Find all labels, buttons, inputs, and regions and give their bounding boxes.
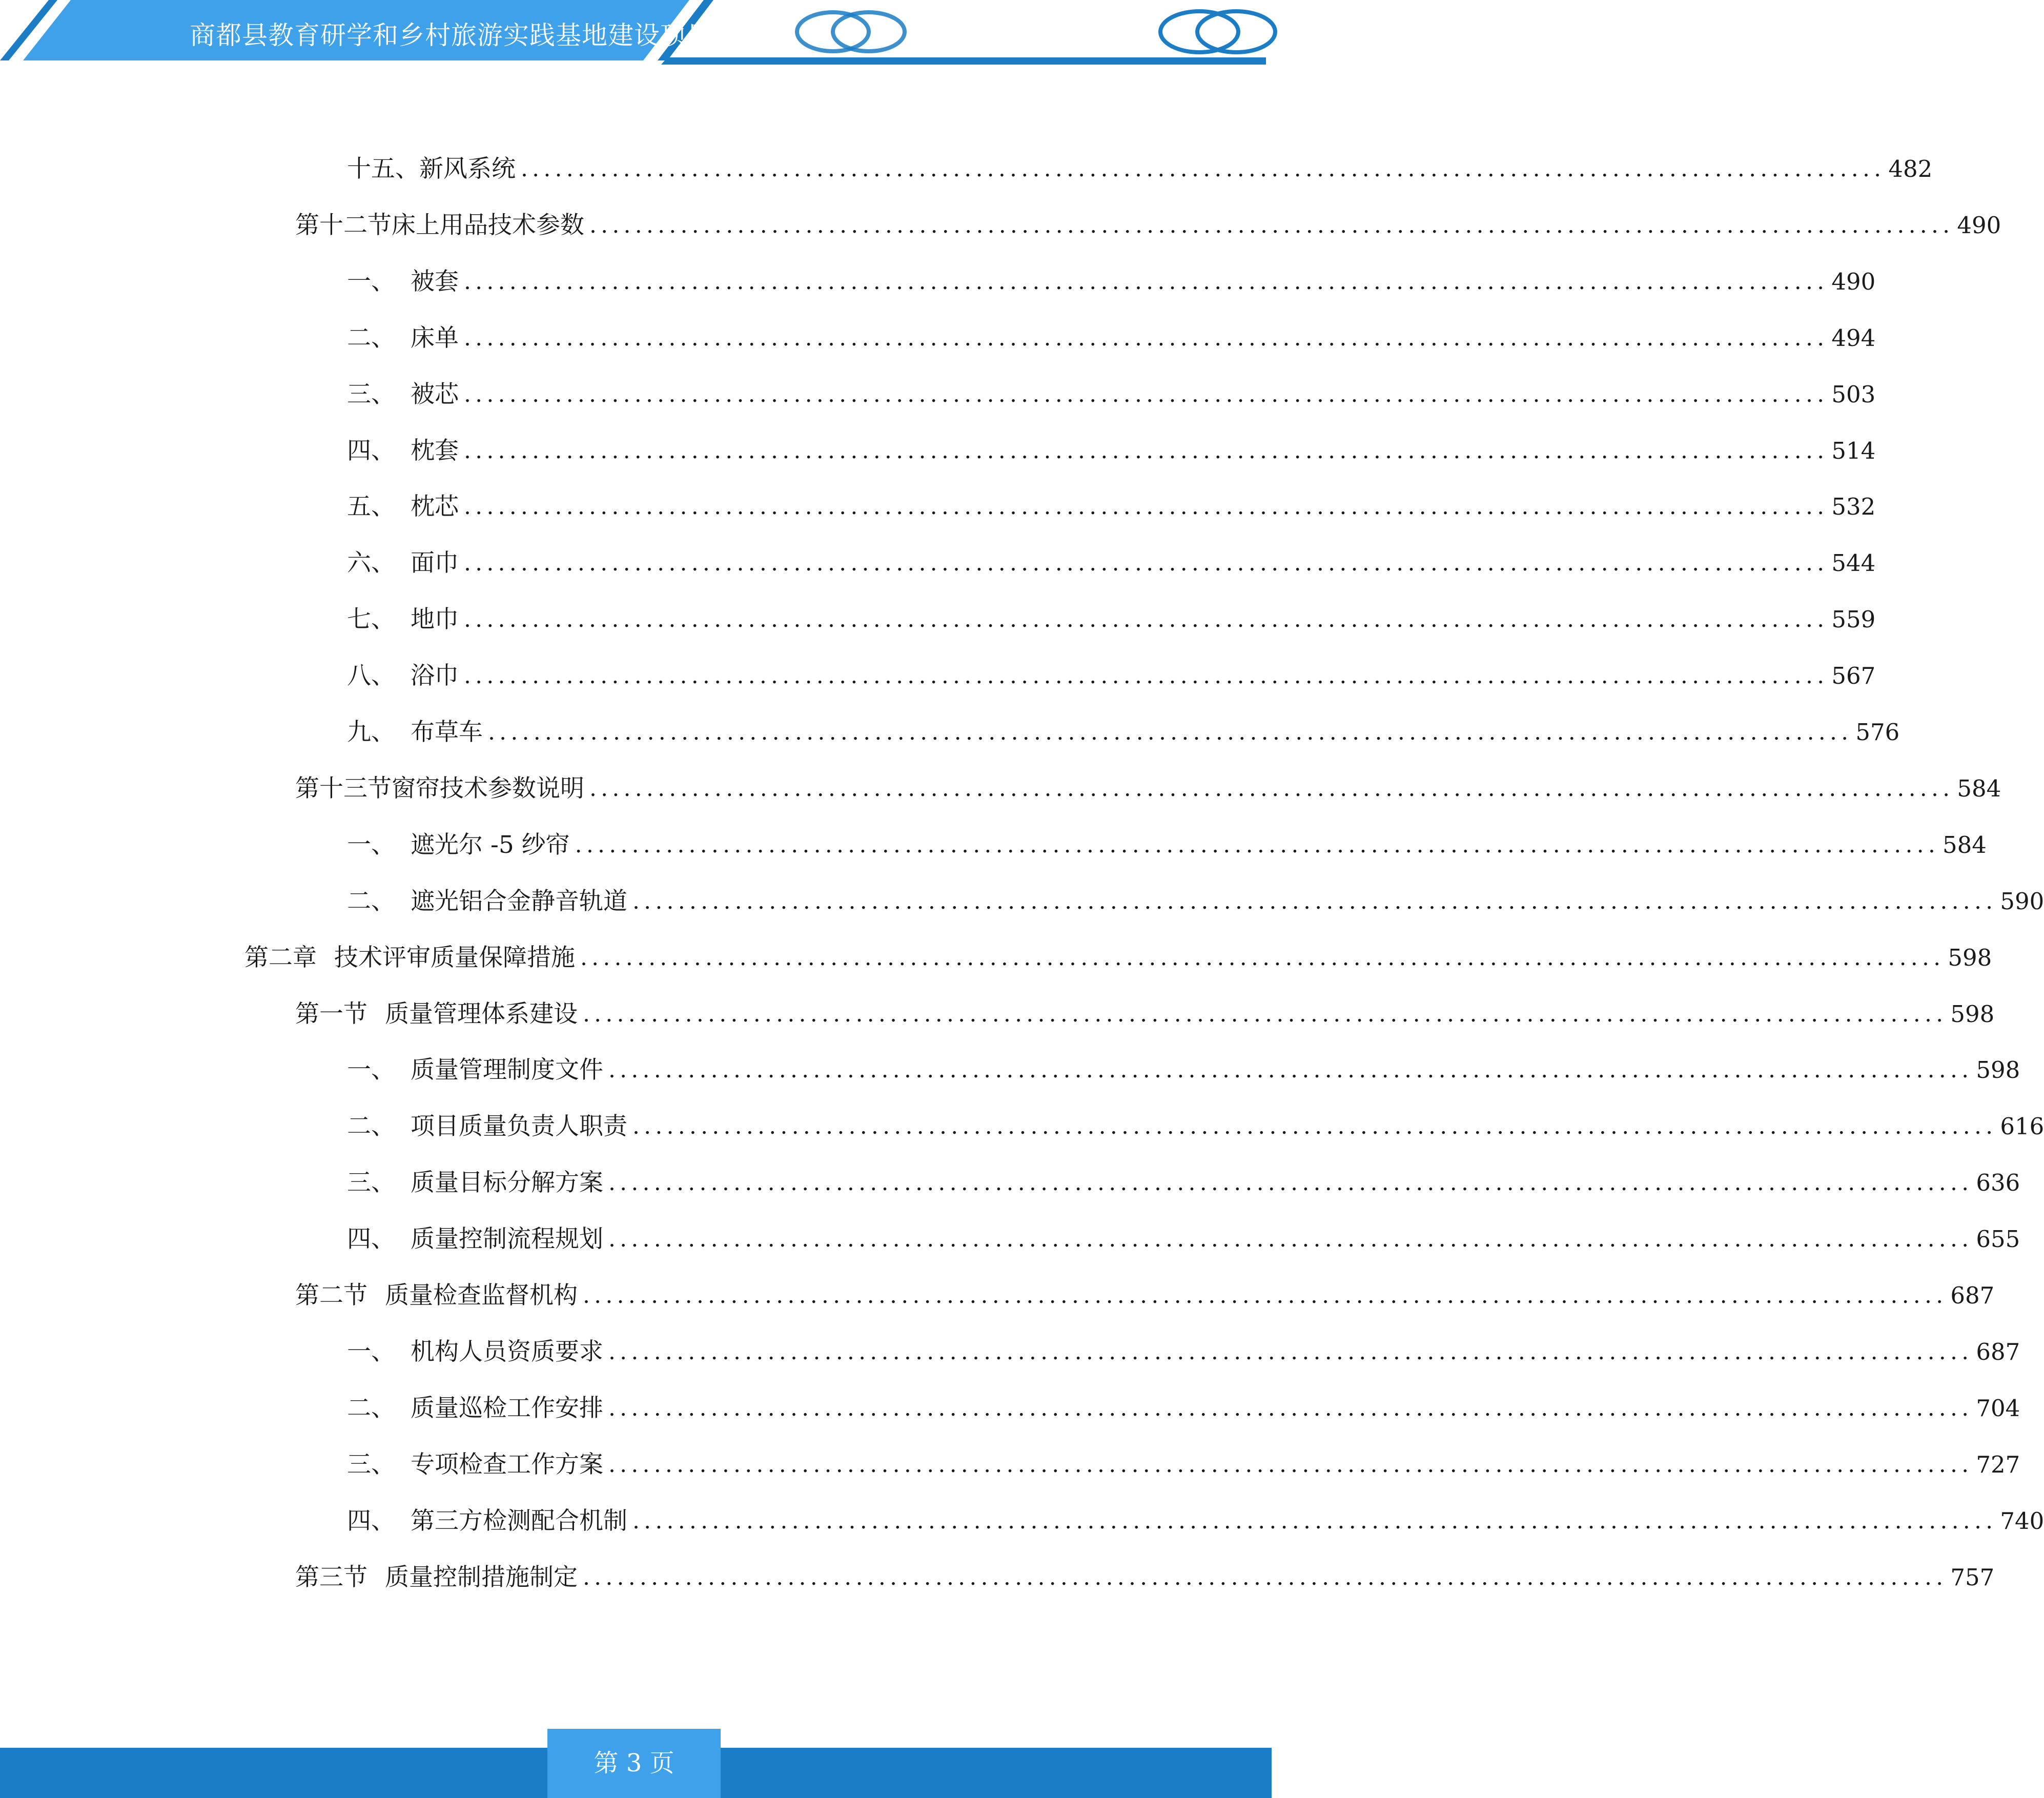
toc-entry-text: 质量控制流程规划 <box>411 1225 603 1253</box>
toc-entry-page: 590 <box>2000 888 2044 915</box>
toc-entry-page: 503 <box>1831 381 1876 408</box>
toc-leader-dots: ........................................................................................................................ <box>521 156 1886 182</box>
toc-entry-page: 598 <box>1976 1056 2020 1084</box>
toc-entry-title <box>347 149 516 190</box>
toc-entry-page: 584 <box>1957 775 2001 802</box>
toc-entry-text: 质量目标分解方案 <box>411 1169 603 1197</box>
toc-entry[interactable] <box>347 374 1876 415</box>
toc-entry[interactable] <box>347 486 1876 527</box>
toc-entry[interactable] <box>347 656 1876 697</box>
toc-entry-title <box>347 1388 603 1429</box>
toc-leader-dots: ........................................................................................................................ <box>575 832 1940 858</box>
toc-leader-dots: ........................................................................................................................ <box>583 1001 1948 1027</box>
toc-entry-title <box>347 881 627 922</box>
toc-leader-dots: ........................................................................................................................ <box>608 1339 1973 1365</box>
toc-leader-dots: ........................................................................................................................ <box>464 381 1829 407</box>
toc-leader-dots: ........................................................................................................................ <box>608 1226 1973 1252</box>
toc-entry[interactable] <box>295 205 2001 246</box>
toc-entry-page: 490 <box>1957 212 2001 239</box>
toc-entry-title <box>347 1219 603 1260</box>
toc-entry[interactable] <box>347 825 1987 866</box>
toc-entry-title <box>347 1332 603 1373</box>
toc-entry[interactable] <box>347 1444 2020 1485</box>
toc-entry-title <box>347 1050 603 1091</box>
toc-entry-page: 494 <box>1831 324 1876 352</box>
toc-entry-page: 636 <box>1976 1169 2020 1196</box>
toc-entry-text: 遮光铝合金静音轨道 <box>411 887 627 915</box>
toc-entry-page: 687 <box>1950 1282 1995 1309</box>
toc-entry-text: 浴巾 <box>411 662 459 690</box>
toc-entry-text: 床单 <box>411 324 459 352</box>
toc-entry-text: 质量巡检工作安排 <box>411 1394 603 1422</box>
toc-entry-page: 757 <box>1950 1564 1995 1591</box>
toc-entry-number: 一、 <box>347 1338 395 1366</box>
toc-entry-number: 八、 <box>347 662 395 690</box>
toc-entry[interactable] <box>347 318 1876 359</box>
toc-entry-page: 740 <box>2000 1507 2044 1535</box>
toc-leader-dots: ........................................................................................................................ <box>632 1113 1997 1139</box>
toc-entry-title <box>295 768 584 809</box>
toc-entry-page: 598 <box>1950 1000 1995 1028</box>
toc-entry[interactable] <box>347 1162 2020 1203</box>
toc-entry-title <box>347 599 459 640</box>
toc-entry-text: 遮光尔 -5 纱帘 <box>411 831 570 859</box>
toc-entry-title <box>347 1162 603 1203</box>
toc-entry[interactable] <box>295 768 2001 809</box>
toc-entry-page: 727 <box>1976 1451 2020 1478</box>
toc-entry-page: 584 <box>1943 831 1987 859</box>
toc-entry-text: 质量控制措施制定 <box>385 1563 578 1591</box>
toc-entry-text: 窗帘技术参数说明 <box>392 774 584 803</box>
toc-entry-page: 514 <box>1831 437 1876 464</box>
toc-entry-title <box>347 318 459 359</box>
toc-entry-text: 质量管理体系建设 <box>385 1000 578 1028</box>
toc-entry-page: 704 <box>1976 1395 2020 1422</box>
toc-leader-dots: ........................................................................................................................ <box>464 550 1829 576</box>
toc-entry-page: 490 <box>1831 268 1876 295</box>
header-rule <box>661 57 1266 65</box>
toc-entry[interactable] <box>347 1219 2020 1260</box>
toc-entry-title <box>347 431 459 472</box>
toc-leader-dots: ........................................................................................................................ <box>464 663 1829 689</box>
toc-entry-title <box>295 994 578 1035</box>
toc-entry-page: 482 <box>1888 155 1933 182</box>
toc-entry-text: 枕芯 <box>411 493 459 521</box>
toc-entry-number: 第二节 <box>295 1281 367 1310</box>
toc-entry-number: 四、 <box>347 1225 395 1253</box>
toc-entry-text: 面巾 <box>411 549 459 577</box>
toc-entry-page: 532 <box>1831 493 1876 520</box>
toc-entry-number: 四、 <box>347 437 395 465</box>
toc-entry-title <box>244 937 575 978</box>
toc-entry-number: 七、 <box>347 605 395 634</box>
toc-entry-text: 被芯 <box>411 380 459 408</box>
toc-leader-dots: ........................................................................................................................ <box>608 1452 1973 1478</box>
toc-entry[interactable] <box>347 599 1876 640</box>
toc-entry-number: 三、 <box>347 1450 395 1479</box>
toc-entry[interactable] <box>295 1275 1995 1316</box>
toc-entry-number: 一、 <box>347 831 395 859</box>
toc-entry-number: 九、 <box>347 718 395 746</box>
toc-leader-dots: ........................................................................................................................ <box>608 1395 1973 1421</box>
toc-entry-page: 616 <box>2000 1113 2044 1140</box>
toc-entry-number: 二、 <box>347 324 395 352</box>
toc-entry-title <box>347 261 459 302</box>
toc-entry-text: 布草车 <box>411 718 483 746</box>
toc-entry-title <box>347 543 459 584</box>
toc-entry[interactable] <box>347 1106 2044 1147</box>
toc-entry-text: 专项检查工作方案 <box>411 1450 603 1479</box>
toc-entry[interactable] <box>347 712 1900 753</box>
toc-entry[interactable] <box>347 1388 2020 1429</box>
toc-entry-number: 三、 <box>347 1169 395 1197</box>
toc-entry-page: 576 <box>1855 719 1900 746</box>
toc-entry-text: 质量检查监督机构 <box>385 1281 578 1310</box>
toc-entry[interactable] <box>347 1050 2020 1091</box>
toc-leader-dots: ........................................................................................................................ <box>608 1057 1973 1083</box>
toc-entry-text: 新风系统 <box>419 155 516 183</box>
toc-entry[interactable] <box>347 1501 2044 1542</box>
toc-leader-dots: ........................................................................................................................ <box>608 1170 1973 1196</box>
toc-entry[interactable] <box>295 994 1995 1035</box>
toc-leader-dots: ........................................................................................................................ <box>464 606 1829 632</box>
toc-entry-title <box>347 712 483 753</box>
toc-entry-number: 二、 <box>347 887 395 915</box>
toc-leader-dots: ........................................................................................................................ <box>589 212 1954 238</box>
toc-entry-text: 技术评审质量保障措施 <box>334 944 575 972</box>
toc-leader-dots: ........................................................................................................................ <box>632 888 1997 914</box>
toc-entry-title <box>347 1106 627 1147</box>
toc-entry-text: 被套 <box>411 268 459 296</box>
toc-entry-number: 三、 <box>347 380 395 408</box>
toc-entry-title <box>347 656 459 697</box>
toc-leader-dots: ........................................................................................................................ <box>583 1282 1948 1309</box>
toc-entry-page: 544 <box>1831 549 1876 577</box>
page-header <box>0 0 1272 67</box>
toc-entry-text: 床上用品技术参数 <box>392 211 584 239</box>
toc-entry-title <box>347 825 570 866</box>
toc-entry[interactable] <box>347 431 1876 472</box>
toc-entry[interactable] <box>347 543 1876 584</box>
toc-entry-text: 第三方检测配合机制 <box>411 1507 627 1535</box>
toc-entry-title <box>295 205 584 246</box>
toc-entry[interactable] <box>295 1557 1995 1598</box>
toc-entry[interactable] <box>347 881 2044 922</box>
toc-entry-number: 第二章 <box>244 944 317 972</box>
toc-entry-text: 枕套 <box>411 437 459 465</box>
toc-entry-number: 第十三节 <box>295 774 392 803</box>
toc-leader-dots: ........................................................................................................................ <box>583 1564 1948 1590</box>
toc-leader-dots: ........................................................................................................................ <box>632 1508 1997 1534</box>
toc-entry-number: 第十二节 <box>295 211 392 239</box>
header-title: 商都县教育研学和乡村旅游实践基地建设项目 <box>190 21 712 50</box>
toc-leader-dots: ........................................................................................................................ <box>464 438 1829 464</box>
toc-entry-text: 项目质量负责人职责 <box>411 1112 627 1140</box>
toc-entry-number: 一、 <box>347 1056 395 1084</box>
toc-leader-dots: ........................................................................................................................ <box>580 945 1945 971</box>
toc-entry-title <box>347 1501 627 1542</box>
toc-leader-dots: ........................................................................................................................ <box>488 719 1853 745</box>
toc-entry-number: 第三节 <box>295 1563 367 1591</box>
toc-entry-title <box>295 1275 578 1316</box>
toc-entry-title <box>347 486 459 527</box>
toc-entry[interactable] <box>347 149 1933 190</box>
toc-entry[interactable] <box>347 261 1876 302</box>
toc-leader-dots: ........................................................................................................................ <box>464 269 1829 295</box>
toc-entry-page: 567 <box>1831 662 1876 689</box>
toc-entry-title <box>295 1557 578 1598</box>
toc-entry-text: 地巾 <box>411 605 459 634</box>
toc-entry-page: 598 <box>1948 944 1992 971</box>
toc-entry-number: 二、 <box>347 1112 395 1140</box>
toc-entry-title <box>347 374 459 415</box>
toc-entry-number: 四、 <box>347 1507 395 1535</box>
toc-entry-text: 质量管理制度文件 <box>411 1056 603 1084</box>
toc-entry[interactable] <box>347 1332 2020 1373</box>
toc-entry-number: 五、 <box>347 493 395 521</box>
toc-entry-number: 第一节 <box>295 1000 367 1028</box>
toc-entry-page: 655 <box>1976 1225 2020 1253</box>
page-number: 第 3 页 <box>594 1749 674 1777</box>
toc-entry[interactable] <box>244 937 1992 978</box>
toc-entry-page: 559 <box>1831 606 1876 633</box>
toc-leader-dots: ........................................................................................................................ <box>464 325 1829 351</box>
toc-entry-number: 一、 <box>347 268 395 296</box>
toc-entry-page: 687 <box>1976 1338 2020 1365</box>
toc-entry-number: 二、 <box>347 1394 395 1422</box>
toc-entry-number: 六、 <box>347 549 395 577</box>
toc-leader-dots: ........................................................................................................................ <box>464 494 1829 520</box>
toc-leader-dots: ........................................................................................................................ <box>589 775 1954 802</box>
toc-entry-title <box>347 1444 603 1485</box>
toc-entry-number: 十五、 <box>347 155 419 183</box>
toc-entry-text: 机构人员资质要求 <box>411 1338 603 1366</box>
